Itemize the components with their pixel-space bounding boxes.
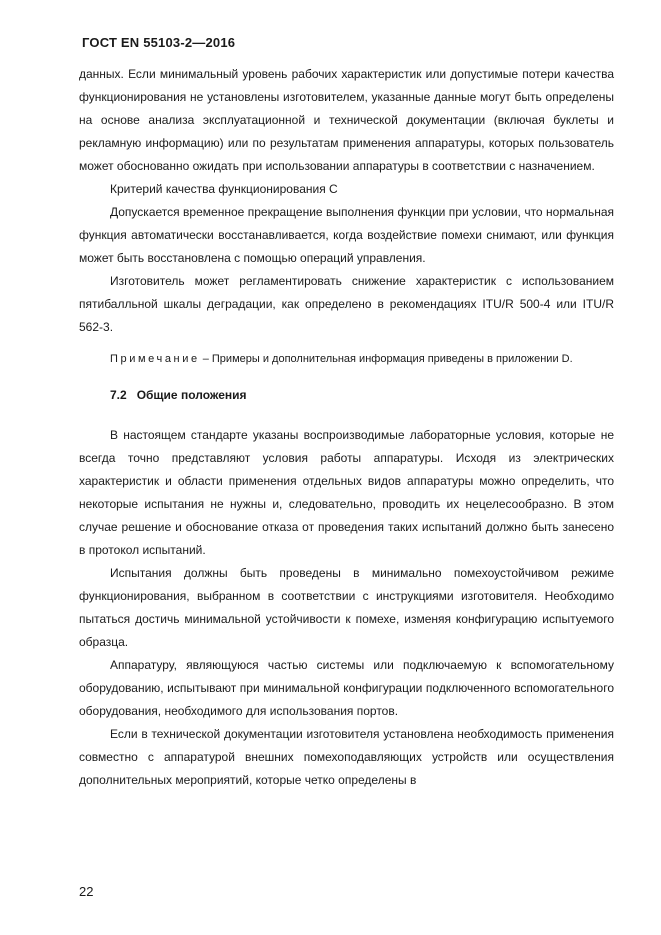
note (79, 351, 614, 367)
note-label: Примечание (110, 353, 200, 365)
section-paragraph: В настоящем стандарте указаны воспроизводимые лабораторные условия, которые не всегда точно представляют условия работы аппаратуры. Исходя из электрических характеристик и области применения отдельных видов аппаратуры можно определить, что некоторые испытания не нужны и, следовательно, проводить их нецелесообразно. В этом случае решение и обоснование отказа от проведения таких испытаний должно быть занесено в протокол испытаний. (79, 428, 614, 557)
section-number: 7.2 (110, 388, 127, 402)
section-heading (79, 384, 614, 407)
document-header: ГОСТ EN 55103-2—2016 (82, 35, 236, 50)
page-number: 22 (79, 884, 94, 899)
criterion-c-heading: Критерий качества функционирования С (110, 182, 338, 196)
note-text: – Примеры и дополнительная информация приведены в приложении D. (199, 353, 573, 365)
paragraph-continuation: данных. Если минимальный уровень рабочих характеристик или допустимые потери качества функционирования не установлены изготовителем, указанные данные могут быть определены на основе анализа эксплуатационной и технической документации (включая буклеты и рекламную информацию) или по результатам применения аппаратуры, которых пользователь может обоснованно ожидать при использовании аппаратуры в соответствии с назначением. (79, 67, 614, 173)
document-body (79, 63, 614, 792)
manufacturer-paragraph: Изготовитель может регламентировать снижение характеристик с использованием пятибалльной шкалы деградации, как определено в рекомендациях ITU/R 500-4 или ITU/R 562-3. (79, 274, 614, 334)
section-paragraph: Если в технической документации изготовителя установлена необходимость применения совместно с аппаратурой внешних помехоподавляющих устройств или осуществления дополнительных мероприятий, которые четко определены в (79, 727, 614, 787)
section-paragraph: Аппаратуру, являющуюся частью системы или подключаемую к вспомогательному оборудованию, испытывают при минимальной конфигурации подключенного вспомогательного оборудования, необходимого для использования портов. (79, 658, 614, 718)
section-title: Общие положения (136, 388, 247, 402)
criterion-c-paragraph: Допускается временное прекращение выполнения функции при условии, что нормальная функция автоматически восстанавливается, когда воздействие помехи снимают, или функция может быть восстановлена с помощью операций управления. (79, 205, 614, 265)
section-paragraph: Испытания должны быть проведены в минимально помехоустойчивом режиме функционирования, выбранном в соответствии с инструкциями изготовителя. Необходимо пытаться достичь минимальной устойчивости к помехе, изменяя конфигурацию испытуемого образца. (79, 566, 614, 649)
